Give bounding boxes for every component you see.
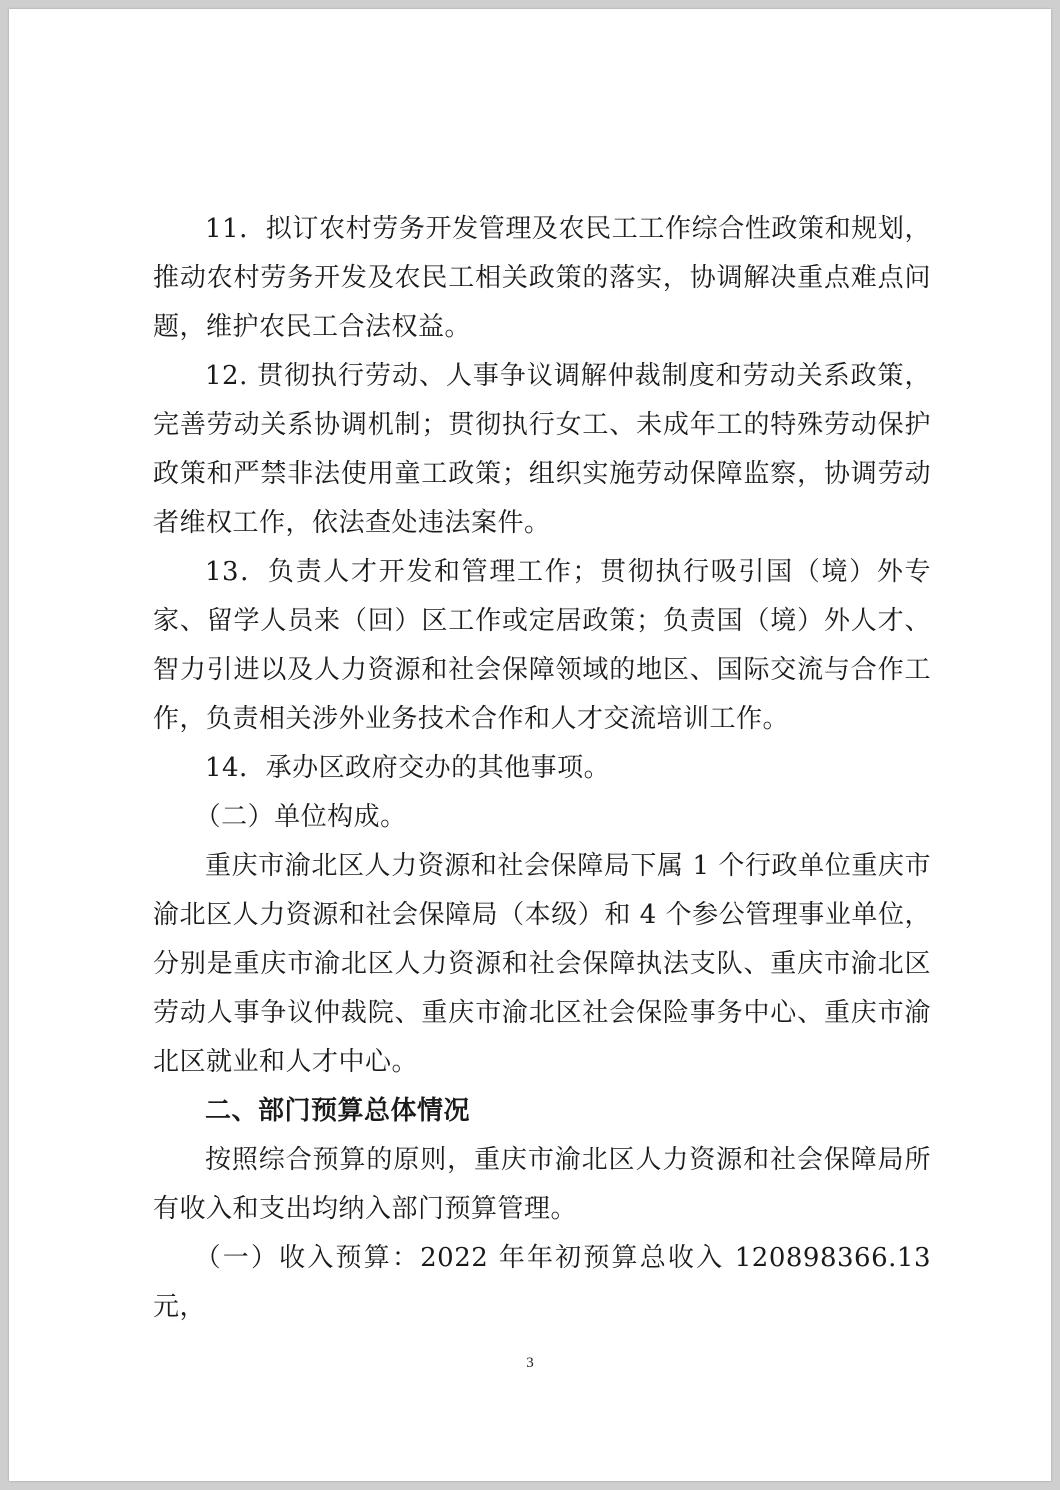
heading-budget-overview: 二、部门预算总体情况 — [205, 1096, 471, 1126]
paragraph-item-11: 11．拟订农村劳务开发管理及农民工工作综合性政策和规划，推动农村劳务开发及农民工相关政策的落实，协调解决重点难点问题，维护农民工合法权益。 — [153, 214, 931, 342]
section-unit-composition-title: （二）单位构成。 — [194, 802, 407, 832]
page-number: 3 — [526, 1355, 534, 1371]
document-body — [153, 205, 931, 1332]
paragraph-item-12: 12. 贯彻执行劳动、人事争议调解仲裁制度和劳动关系政策，完善劳动关系协调机制；贯彻执行女工、未成年工的特殊劳动保护政策和严禁非法使用童工政策；组织实施劳动保障监察，协调劳动者维权工作，依法查处违法案件。 — [153, 361, 931, 538]
document-page — [9, 9, 1051, 1481]
paragraph-income-budget: （一）收入预算：2022 年年初预算总收入 120898366.13 元， — [153, 1243, 931, 1322]
paragraph-unit-composition: 重庆市渝北区人力资源和社会保障局下属 1 个行政单位重庆市渝北区人力资源和社会保障局（本级）和 4 个参公管理事业单位，分别是重庆市渝北区人力资源和社会保障执法支队、重庆市渝北区劳动人事争议仲裁院、重庆市渝北区社会保险事务中心、重庆市渝北区就业和人才中心。 — [153, 851, 931, 1077]
paragraph-budget-intro: 按照综合预算的原则，重庆市渝北区人力资源和社会保障局所有收入和支出均纳入部门预算管理。 — [153, 1145, 931, 1224]
paragraph-item-14: 14．承办区政府交办的其他事项。 — [205, 753, 611, 783]
paragraph-item-13: 13．负责人才开发和管理工作；贯彻执行吸引国（境）外专家、留学人员来（回）区工作或定居政策；负责国（境）外人才、智力引进以及人力资源和社会保障领域的地区、国际交流与合作工作，负责相关涉外业务技术合作和人才交流培训工作。 — [153, 557, 931, 734]
